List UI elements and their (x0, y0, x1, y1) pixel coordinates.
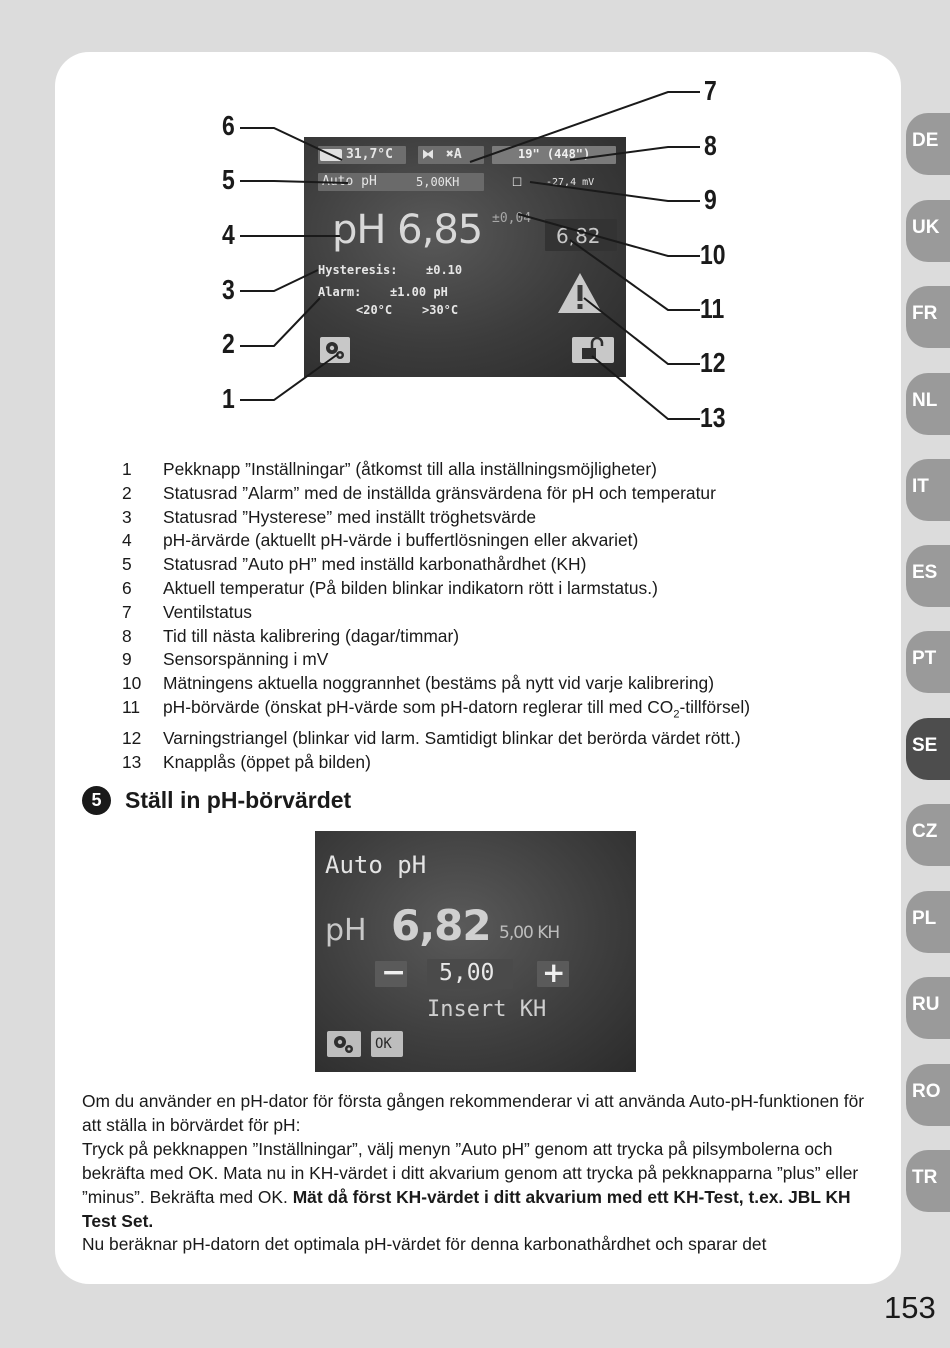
callout-4: 4 (222, 219, 235, 250)
body-paragraph: Om du använder en pH-dator för första gången rekommenderar vi att använda Auto-pH-funktionen för att ställa in börvärdet för pH: (82, 1091, 865, 1135)
ok-button[interactable] (371, 1031, 403, 1057)
settings-button[interactable] (320, 337, 350, 363)
lock-button[interactable] (572, 337, 614, 363)
kh-input-value: 5,00 (439, 960, 495, 986)
language-tab-es[interactable]: ES (906, 545, 950, 607)
gears-icon (320, 337, 350, 363)
body-text-bold: Mät då först KH-värdet i ditt akvarium med ett KH-Test, t.ex. JBL KH Test Set. (82, 1186, 851, 1231)
insert-kh-label: Insert KH (427, 997, 547, 1022)
legend-text-part: pH-börvärde (önskat pH-värde som pH-datorn reglerar till med CO (163, 696, 674, 717)
temperature-value: 31,7°C (346, 147, 393, 162)
language-tab-fr[interactable]: FR (906, 286, 950, 348)
callout-12: 12 (700, 347, 726, 378)
legend-number: 6 (122, 577, 132, 598)
callout-1: 1 (222, 383, 235, 414)
legend-number: 12 (122, 728, 142, 749)
ph-value-large: 6,82 (391, 901, 491, 950)
legend-text: Mätningens aktuella noggrannhet (bestäms på nytt vid varje kalibrering) (163, 673, 715, 694)
legend-number: 7 (122, 601, 132, 622)
sensor-voltage: -27,4 mV (546, 177, 595, 188)
legend-item (122, 648, 842, 672)
alarm-high-temp: >30°C (422, 303, 459, 317)
auto-ph-screen (315, 831, 636, 1072)
legend-item (122, 458, 842, 482)
legend-text: Sensorspänning i mV (163, 649, 329, 670)
legend-list (122, 458, 842, 775)
callout-6: 6 (222, 110, 235, 141)
callout-11: 11 (700, 293, 725, 324)
callout-8: 8 (704, 130, 717, 161)
legend-text: Aktuell temperatur (På bilden blinkar indikatorn rött i larmstatus.) (163, 577, 658, 598)
language-tab-nl[interactable]: NL (906, 373, 950, 435)
settings-button-small[interactable] (327, 1031, 361, 1057)
ph-actual-value: pH 6,85 (332, 207, 483, 253)
language-tab-it[interactable]: IT (906, 459, 950, 521)
callout-2: 2 (222, 328, 235, 359)
legend-text-part: -tillförsel) (679, 696, 750, 717)
ph-setpoint: 6,82 (556, 224, 601, 248)
legend-item (122, 625, 842, 649)
calibration-time: 19" (448") (518, 147, 591, 161)
legend-text: Pekknapp ”Inställningar” (åtkomst till alla inställningsmöjligheter) (163, 459, 657, 479)
lock-open-icon (572, 337, 614, 363)
ok-label: OK (375, 1036, 392, 1052)
legend-item (122, 696, 842, 727)
legend-text: Statusrad ”Auto pH” med inställd karbonathårdhet (KH) (163, 554, 587, 575)
legend-number: 8 (122, 625, 132, 646)
legend-text: Statusrad ”Alarm” med de inställda gränsvärdena för pH och temperatur (163, 482, 716, 503)
sensor-icon: ☐ (512, 171, 523, 191)
kh-value: 5,00KH (416, 175, 460, 189)
plus-label: + (542, 956, 566, 989)
legend-item (122, 672, 842, 696)
accuracy-value: ±0,04 (492, 211, 532, 226)
callout-9: 9 (704, 184, 717, 215)
legend-item (122, 727, 842, 751)
callout-3: 3 (222, 274, 235, 305)
kh-small-value: 5,00 KH (499, 923, 560, 943)
language-tab-tr[interactable]: TR (906, 1150, 950, 1212)
valve-icon: ⧓ (422, 147, 434, 161)
language-tab-pt[interactable]: PT (906, 631, 950, 693)
hysteresis-label: Hysteresis: (318, 263, 398, 277)
legend-number: 1 (122, 459, 132, 479)
legend-text: Varningstriangel (blinkar vid larm. Samtidigt blinkar det berörda värdet rött.) (163, 728, 741, 749)
legend-number: 5 (122, 554, 132, 575)
legend-item (122, 529, 842, 553)
legend-text: Knapplås (öppet på bilden) (163, 752, 371, 773)
language-tab-de[interactable]: DE (906, 113, 950, 175)
language-tab-uk[interactable]: UK (906, 200, 950, 262)
legend-number: 3 (122, 506, 132, 527)
language-tab-ru[interactable]: RU (906, 977, 950, 1039)
language-tab-se[interactable]: SE (906, 718, 950, 780)
legend-item (122, 601, 842, 625)
legend-text: Tid till nästa kalibrering (dagar/timmar) (163, 625, 460, 646)
page-number: 153 (884, 1290, 936, 1325)
legend-text: pH-ärvärde (aktuellt pH-värde i buffertlösningen eller akvariet) (163, 530, 639, 551)
section-heading (82, 786, 351, 815)
alarm-label: Alarm: (318, 285, 362, 299)
callout-10: 10 (700, 239, 726, 270)
section-title: Ställ in pH-börvärdet (125, 787, 352, 813)
auto-ph-title: Auto pH (325, 851, 427, 879)
kh-input-field[interactable] (427, 959, 513, 989)
body-text-normal: Tryck på pekknappen ”Inställningar”, välj menyn ”Auto pH” genom att trycka på pilsymbolerna och bekräfta med OK. Mata nu in KH-värdet i ditt akvarium genom att trycka på pekknapparna ”plus” eller ”minus”. Bekräfta med OK. (82, 1138, 859, 1207)
alarm-low-temp: <20°C (356, 303, 393, 317)
plus-button[interactable] (537, 956, 569, 989)
callout-5: 5 (222, 164, 235, 195)
auto-ph-label: Auto pH (322, 174, 377, 189)
legend-item (122, 553, 842, 577)
thermometer-icon (320, 149, 342, 161)
hysteresis-value: ±0.10 (426, 263, 463, 277)
legend-subscript: 2 (673, 708, 680, 721)
body-text (82, 1090, 872, 1257)
legend-number: 2 (122, 482, 132, 503)
legend-number: 4 (122, 530, 132, 551)
alarm-ph: ±1.00 pH (390, 285, 448, 299)
legend-item (122, 751, 842, 775)
legend-number: 9 (122, 649, 132, 670)
legend-text: Ventilstatus (163, 601, 252, 622)
device-screen (304, 137, 626, 377)
language-tab-pl[interactable]: PL (906, 891, 950, 953)
warning-triangle-icon (556, 271, 604, 315)
minus-label: − (381, 955, 407, 990)
body-paragraph (82, 1138, 872, 1234)
legend-number: 10 (122, 673, 142, 694)
legend-item (122, 482, 842, 506)
legend-item (122, 506, 842, 530)
callout-7: 7 (704, 75, 717, 106)
valve-status: ✖A (446, 147, 462, 162)
ph-prefix: pH (325, 913, 367, 948)
legend-item (122, 577, 842, 601)
gears-icon (327, 1031, 361, 1057)
legend-number: 11 (122, 696, 141, 717)
language-tab-ro[interactable]: RO (906, 1064, 950, 1126)
language-tab-cz[interactable]: CZ (906, 804, 950, 866)
legend-number: 13 (122, 752, 142, 773)
legend-text (163, 696, 750, 727)
callout-13: 13 (700, 402, 726, 433)
minus-button[interactable] (375, 955, 407, 990)
body-paragraph: Nu beräknar pH-datorn det optimala pH-värdet för denna karbonathårdhet och sparar det (82, 1234, 767, 1255)
legend-text: Statusrad ”Hysterese” med inställt tröghetsvärde (163, 506, 537, 527)
step-badge: 5 (82, 786, 111, 815)
